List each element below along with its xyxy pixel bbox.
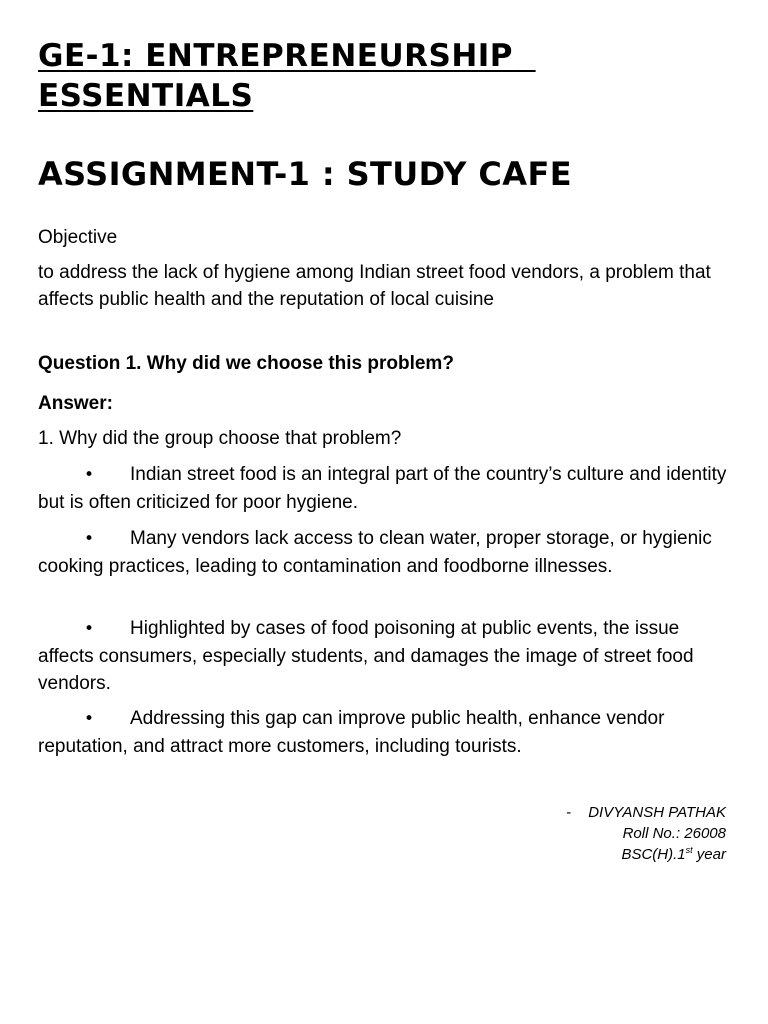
signature-block <box>566 802 726 865</box>
signature-name-line <box>566 802 726 823</box>
bullet-item <box>38 705 738 760</box>
bullet-item <box>38 461 738 516</box>
answer-label: Answer: <box>38 393 113 414</box>
course-title: GE-1: ENTREPRENEURSHIP ESSENTIALS <box>38 38 536 114</box>
objective-label: Objective <box>38 227 118 248</box>
author-name: DIVYANSH PATHAK <box>588 804 726 821</box>
bullet-item <box>38 525 738 580</box>
bullet-icon: • <box>84 465 95 485</box>
bullet-text: Highlighted by cases of food poisoning at public events, the issue affects consumers, especially students, and damages the image of street food vendors. <box>38 618 694 694</box>
bullet-item <box>38 615 738 697</box>
class-year <box>566 844 726 865</box>
bullet-text: Indian street food is an integral part of the country’s culture and identity but is often criticized for poor hygiene. <box>38 464 727 513</box>
signature-dash: - <box>566 804 572 821</box>
bullet-text: Many vendors lack access to clean water, proper storage, or hygienic cooking practices, leading to contamination and foodborne illnesses. <box>38 528 712 577</box>
question-heading: Question 1. Why did we choose this problem? <box>38 353 454 374</box>
assignment-title: ASSIGNMENT-1 : STUDY CAFE <box>38 155 572 193</box>
bullet-icon: • <box>84 529 95 549</box>
bullet-text: Addressing this gap can improve public health, enhance vendor reputation, and attract more customers, including tourists. <box>38 708 665 757</box>
objective-text: to address the lack of hygiene among Indian street food vendors, a problem that affects public health and the reputation of local cuisine <box>38 262 711 310</box>
roll-number: Roll No.: 26008 <box>622 825 726 842</box>
bullet-icon: • <box>84 619 95 639</box>
answer-intro: 1. Why did the group choose that problem? <box>38 428 402 449</box>
class-year-superscript: st <box>685 845 693 855</box>
class-year-suffix: year <box>692 846 726 863</box>
class-year-prefix: BSC(H).1 <box>621 846 686 863</box>
bullet-icon: • <box>84 709 95 729</box>
